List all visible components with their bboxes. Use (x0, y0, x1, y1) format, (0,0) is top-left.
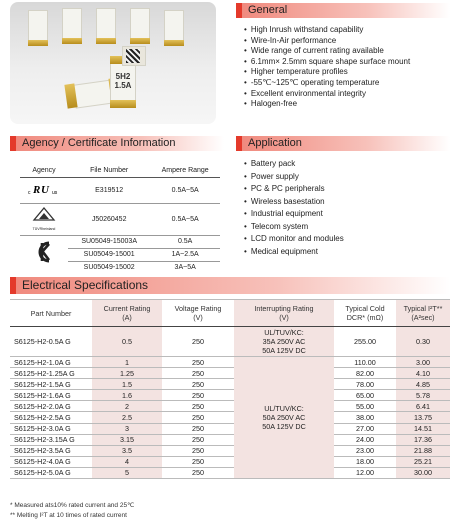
table-row: S6125-H2-3.5A G 3.5 250 23.00 21.88 (10, 445, 450, 456)
table-cell: SU05049-15002 (68, 261, 150, 274)
list-item: • Power supply (244, 171, 344, 184)
application-list (244, 158, 344, 258)
list-item: • Excellent environmental integrity (244, 89, 410, 100)
fuse-chip-back (130, 8, 150, 42)
application-header: Application (236, 136, 450, 151)
footnotes (10, 501, 134, 521)
tuv-logo-text: TÜVRheinland (32, 227, 56, 231)
col-header-agency: Agency (20, 164, 68, 177)
table-cell: 0.5A~5A (150, 177, 220, 203)
list-item: • PC & PC peripherals (244, 183, 344, 196)
table-cell: E319512 (68, 177, 150, 203)
list-item: • 6.1mm× 2.5mm square shape surface mount (244, 57, 410, 68)
table-cell: SU05049-15001 (68, 248, 150, 261)
list-item: • Telecom system (244, 221, 344, 234)
list-item: • High Inrush withstand capability (244, 25, 410, 36)
list-item: • Higher temperature profiles (244, 67, 410, 78)
interrupt-rating-first: UL/TUV/KC: 35A 250V AC 50A 125V DC (234, 327, 334, 357)
table-cell: 0.5A~5A (150, 203, 220, 235)
col-header-current-rating: Current Rating (A) (92, 300, 162, 327)
table-row: S6125-H2-1.25A G 1.25 250 82.00 4.10 (10, 368, 450, 379)
tuv-triangle-icon (32, 207, 56, 225)
col-header-file-number: File Number (68, 164, 150, 177)
agency-table (20, 164, 220, 274)
table-cell: 3A~5A (150, 261, 220, 274)
footnote-i2t: ** Melting I²T at 10 times of rated current (10, 512, 127, 519)
col-header-ampere-range: Ampere Range (150, 164, 220, 177)
col-header-typical-i2t: Typical I²T** (A²sec) (396, 300, 450, 327)
table-cell: SU05049-15003A (68, 235, 150, 248)
col-header-interrupting-rating: Interrupting Rating (V) (234, 300, 334, 327)
ul-recognized-icon (26, 182, 62, 196)
svg-text:c: c (28, 190, 31, 196)
list-item: • Wireless basestation (244, 196, 344, 209)
footnote-dcr: * Measured ats10% rated current and 25℃ (10, 502, 135, 509)
col-header-typical-dcr: Typical Cold DCR* (mΩ) (334, 300, 396, 327)
table-row: S6125-H2-3.0A G 3 250 27.00 14.51 (10, 423, 450, 434)
list-item: • Wide range of current rating available (244, 46, 410, 57)
list-item: • Battery pack (244, 158, 344, 171)
col-header-part-number: Part Number (10, 300, 92, 327)
list-item: • Halogen-free (244, 99, 410, 110)
electrical-header: Electrical Specifications (10, 277, 450, 294)
fuse-chip-back (164, 10, 184, 44)
list-item: • Medical equipment (244, 246, 344, 259)
product-photo (10, 2, 216, 124)
agency-header: Agency / Certificate Information (10, 136, 224, 151)
qr-code-icon (126, 49, 140, 63)
table-row: S6125-H2-4.0A G 4 250 18.00 25.21 (10, 456, 450, 467)
general-feature-list (244, 25, 410, 110)
col-header-voltage-rating: Voltage Rating (V) (162, 300, 234, 327)
kc-mark-icon (33, 239, 55, 269)
list-item: • Wire-In-Air performance (244, 36, 410, 47)
table-row: S6125-H2-5.0A G 5 250 12.00 30.00 (10, 467, 450, 478)
table-row: S6125-H2-2.0A G 2 250 55.00 6.41 (10, 401, 450, 412)
kc-logo (20, 235, 68, 274)
table-row: S6125-H2-0.5A G 0.5 250 UL/TUV/KC: 35A 250V AC 50A 125V DC 255.00 0.30 (10, 327, 450, 357)
electrical-spec-table (10, 299, 450, 479)
tuv-logo (20, 203, 68, 235)
table-row: S6125-H2-3.15A G 3.15 250 24.00 17.36 (10, 434, 450, 445)
list-item: • -55℃~125℃ operating temperature (244, 78, 410, 89)
ul-logo (20, 177, 68, 203)
table-row: S6125-H2-1.0A G 1 250 UL/TUV/KC: 50A 250V AC 50A 125V DC 110.00 3.00 (10, 357, 450, 368)
table-cell: 0.5A (150, 235, 220, 248)
table-cell: J50260452 (68, 203, 150, 235)
fuse-chip-back (62, 8, 82, 42)
svg-text:U: U (41, 184, 49, 196)
general-header: General (236, 3, 450, 18)
svg-text:us: us (52, 190, 58, 196)
table-cell: 1A~2.5A (150, 248, 220, 261)
table-row: S6125-H2-2.5A G 2.5 250 38.00 13.75 (10, 412, 450, 423)
fuse-chip-back (96, 8, 116, 42)
interrupt-rating-rest: UL/TUV/KC: 50A 250V AC 50A 125V DC (234, 357, 334, 479)
table-row: S6125-H2-1.6A G 1.6 250 65.00 5.78 (10, 390, 450, 401)
list-item: • LCD monitor and modules (244, 233, 344, 246)
svg-text:R: R (33, 184, 41, 196)
fuse-chip-back (28, 10, 48, 44)
fuse-marking: 5H2 1.5A (114, 72, 132, 90)
table-row: S6125-H2-1.5A G 1.5 250 78.00 4.85 (10, 379, 450, 390)
list-item: • Industrial equipment (244, 208, 344, 221)
